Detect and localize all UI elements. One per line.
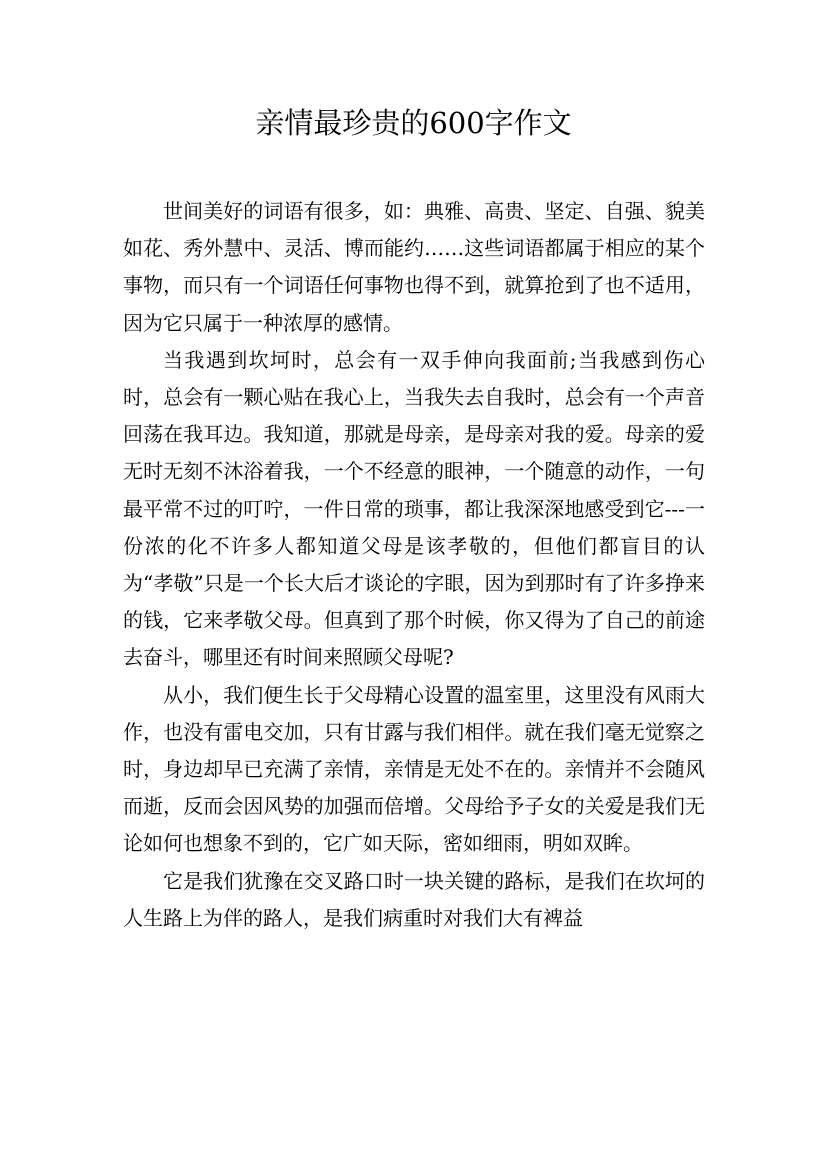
page-title: 亲情最珍贵的600字作文 <box>255 106 572 140</box>
paragraph-4: 它是我们犹豫在交叉路口时一块关键的路标，是我们在坎坷的人生路上为伴的路人，是我们病重时对我们大有裨益 <box>123 868 705 930</box>
paragraph-1: 世间美好的词语有很多，如：典雅、高贵、坚定、自强、貌美如花、秀外慧中、灵活、博而能约……这些词语都属于相应的某个事物，而只有一个词语任何事物也得不到，就算抢到了也不适用，因为它只属于一种浓厚的感情。 <box>123 199 705 335</box>
paragraph-2: 当我遇到坎坷时，总会有一双手伸向我面前;当我感到伤心时，总会有一颗心贴在我心上，当我失去自我时，总会有一个声音回荡在我耳边。我知道，那就是母亲，是母亲对我的爱。母亲的爱无时无刻不沐浴着我，一个不经意的眼神，一个随意的动作，一句最平常不过的叮咛，一件日常的琐事，都让我深深地感受到它---一份浓的化不许多人都知道父母是该孝敬的，但他们都盲目的认为“孝敬”只是一个长大后才谈论的字眼，因为到那时有了许多挣来的钱，它来孝敬父母。但真到了那个时候，你又得为了自己的前途去奋斗，哪里还有时间来照顾父母呢? <box>123 347 705 670</box>
paragraph-3: 从小，我们便生长于父母精心设置的温室里，这里没有风雨大作，也没有雷电交加，只有甘露与我们相伴。就在我们毫无觉察之时，身边却早已充满了亲情，亲情是无处不在的。亲情并不会随风而逝，反而会因风势的加强而倍增。父母给予子女的关爱是我们无论如何也想象不到的，它广如天际，密如细雨，明如双眸。 <box>123 682 705 856</box>
essay-body <box>123 193 705 937</box>
